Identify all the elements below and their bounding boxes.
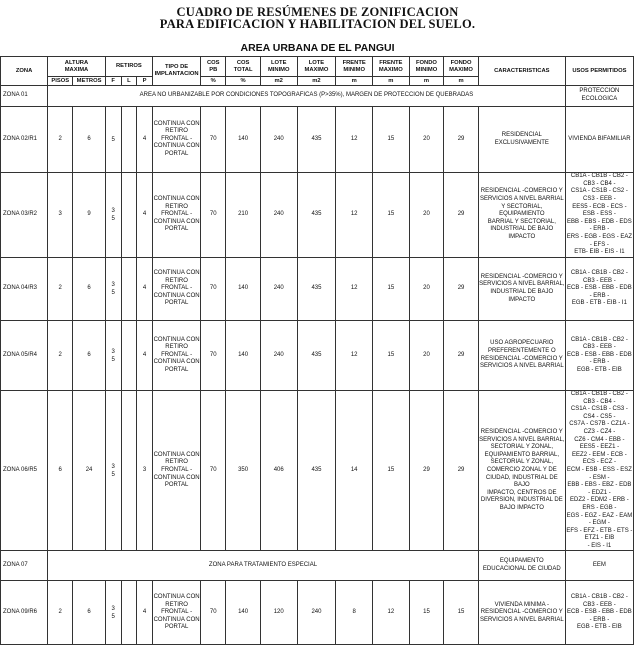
lote-max-cell: 435 bbox=[297, 107, 336, 173]
usos-cell: CB1A - CB1B - CB2 - CB3 - CB4 - CS1A - CS1B - CS2 - CS3 - EEB - EES5 - ECB - ECS - ESB - ESS - EBB - EBS - EDB - EDS - ERB - ERS - EGB - EGS - EAZ - EFS - ETB- EIB - EIS - I1 bbox=[565, 173, 633, 258]
header-zona: ZONA bbox=[1, 57, 48, 86]
table-row bbox=[1, 258, 634, 321]
cos-pb-cell: 70 bbox=[201, 107, 226, 173]
frente-max-cell: 15 bbox=[373, 321, 410, 391]
area-title: AREA URBANA DE EL PANGUI bbox=[240, 42, 395, 54]
retiro-l-cell bbox=[121, 391, 137, 551]
pisos-cell: 2 bbox=[48, 258, 73, 321]
fondo-min-cell: 20 bbox=[409, 173, 444, 258]
header-l: L bbox=[121, 77, 137, 86]
header-f: F bbox=[105, 77, 121, 86]
unit-fondo-max: m bbox=[444, 77, 479, 86]
retiro-p-cell: 3 bbox=[137, 391, 153, 551]
header-frente-max: FRENTE MAXIMO bbox=[373, 57, 410, 77]
retiro-p-cell: 4 bbox=[137, 107, 153, 173]
zona-cell: ZONA 04/R3 bbox=[1, 258, 48, 321]
retiro-p-cell: 4 bbox=[137, 173, 153, 258]
pisos-cell: 2 bbox=[48, 107, 73, 173]
unit-cos-pb: % bbox=[201, 77, 226, 86]
table-row bbox=[1, 86, 634, 107]
document-subtitle: PARA EDIFICACION Y HABILITACION DEL SUELO. bbox=[159, 17, 476, 31]
caracteristicas-cell: RESIDENCIAL -COMERCIO Y SERVICIOS A NIVEL BARRIAL Y SECTORIAL, EQUIPAMIENTO BARRIAL Y SECTORIAL, INDUSTRIAL DE BAJO IMPACTO bbox=[478, 173, 565, 258]
frente-max-cell: 15 bbox=[373, 173, 410, 258]
lote-max-cell: 435 bbox=[297, 173, 336, 258]
table-row bbox=[1, 581, 634, 645]
zona-cell: ZONA 09/R6 bbox=[1, 581, 48, 645]
unit-frente-min: m bbox=[336, 77, 373, 86]
header-cos-pb: COS PB bbox=[201, 57, 226, 77]
lote-max-cell: 240 bbox=[297, 581, 336, 645]
frente-min-cell: 12 bbox=[336, 258, 373, 321]
usos-cell: CB1A - CB1B - CB2 - CB3 - EEB - ECB - ESB - EBB - EDB - ERB - EGB - ETB - EIB bbox=[565, 321, 633, 391]
pisos-cell: 2 bbox=[48, 321, 73, 391]
fondo-max-cell: 29 bbox=[444, 107, 479, 173]
usos-cell: PROTECCION ECOLOGICA bbox=[565, 86, 633, 107]
metros-cell: 9 bbox=[73, 173, 106, 258]
frente-max-cell: 15 bbox=[373, 391, 410, 551]
pisos-cell: 6 bbox=[48, 391, 73, 551]
unit-lote-max: m2 bbox=[297, 77, 336, 86]
zona-cell: ZONA 01 bbox=[1, 86, 48, 107]
usos-cell: VIVIENDA BIFAMILIAR bbox=[565, 107, 633, 173]
zona-cell: ZONA 07 bbox=[1, 551, 48, 581]
retiro-l-cell bbox=[121, 581, 137, 645]
cos-total-cell: 140 bbox=[226, 581, 261, 645]
unit-cos-total: % bbox=[226, 77, 261, 86]
zoning-table bbox=[0, 56, 634, 645]
metros-cell: 24 bbox=[73, 391, 106, 551]
zona-description: ZONA PARA TRATAMIENTO ESPECIAL bbox=[48, 551, 479, 581]
metros-cell: 6 bbox=[73, 581, 106, 645]
usos-cell: CB1A - CB1B - CB2 - CB3 - EEB - ECB - ESB - EBB - EDB - ERB - EGB - ETB - EIB - I1 bbox=[565, 258, 633, 321]
retiro-l-cell bbox=[121, 258, 137, 321]
header-retiros: RETIROS bbox=[105, 57, 152, 77]
usos-cell: EEM bbox=[565, 551, 633, 581]
retiro-f-cell: 3 5 bbox=[105, 173, 121, 258]
lote-max-cell: 435 bbox=[297, 258, 336, 321]
cos-pb-cell: 70 bbox=[201, 258, 226, 321]
retiro-f-cell: 3 5 bbox=[105, 391, 121, 551]
tipo-cell: CONTINUA CON RETIRO FRONTAL - CONTINUA CON PORTAL bbox=[152, 258, 200, 321]
header-lote-min: LOTE MINIMO bbox=[260, 57, 297, 77]
cos-pb-cell: 70 bbox=[201, 321, 226, 391]
caracteristicas-cell: EQUIPAMENTO EDUCACIONAL DE CIUDAD bbox=[478, 551, 565, 581]
cos-pb-cell: 70 bbox=[201, 391, 226, 551]
retiro-l-cell bbox=[121, 107, 137, 173]
document-title: CUADRO DE RESÚMENES DE ZONIFICACION bbox=[176, 5, 459, 19]
metros-cell: 6 bbox=[73, 258, 106, 321]
header-fondo-min: FONDO MINIMO bbox=[409, 57, 444, 77]
header-frente-min: FRENTE MINIMO bbox=[336, 57, 373, 77]
fondo-max-cell: 29 bbox=[444, 321, 479, 391]
retiro-f-cell: 3 5 bbox=[105, 258, 121, 321]
retiro-p-cell: 4 bbox=[137, 258, 153, 321]
tipo-cell: CONTINUA CON RETIRO FRONTAL - CONTINUA CON PORTAL bbox=[152, 107, 200, 173]
lote-min-cell: 120 bbox=[260, 581, 297, 645]
fondo-min-cell: 20 bbox=[409, 258, 444, 321]
frente-max-cell: 15 bbox=[373, 258, 410, 321]
lote-max-cell: 435 bbox=[297, 321, 336, 391]
unit-fondo-min: m bbox=[409, 77, 444, 86]
fondo-max-cell: 29 bbox=[444, 391, 479, 551]
retiro-f-cell: 3 5 bbox=[105, 581, 121, 645]
frente-max-cell: 15 bbox=[373, 107, 410, 173]
header-fondo-max: FONDO MAXIMO bbox=[444, 57, 479, 77]
tipo-cell: CONTINUA CON RETIRO FRONTAL - CONTINUA CON PORTAL bbox=[152, 173, 200, 258]
caracteristicas-cell: RESIDENCIAL EXCLUSIVAMENTE bbox=[478, 107, 565, 173]
metros-cell: 6 bbox=[73, 321, 106, 391]
cos-pb-cell: 70 bbox=[201, 581, 226, 645]
frente-min-cell: 14 bbox=[336, 391, 373, 551]
header-lote-max: LOTE MAXIMO bbox=[297, 57, 336, 77]
unit-frente-max: m bbox=[373, 77, 410, 86]
retiro-p-cell: 4 bbox=[137, 581, 153, 645]
retiro-f-cell: 5 bbox=[105, 107, 121, 173]
fondo-min-cell: 20 bbox=[409, 107, 444, 173]
caracteristicas-cell: RESIDENCIAL -COMERCIO Y SERVICIOS A NIVEL BARRIAL, SECTORIAL Y ZONAL, EQUIPAMIENTO BARRIAL, SECTORIAL Y ZONAL, COMERCIO ZONAL Y DE CIUDAD, INDUSTRIAL DE BAJO IMPACTO, CENTROS DE DIVERSION, INDUSTRIAL DE BAJO IMPACTO bbox=[478, 391, 565, 551]
pisos-cell: 3 bbox=[48, 173, 73, 258]
header-cos-total: COS TOTAL bbox=[226, 57, 261, 77]
header-p: P bbox=[137, 77, 153, 86]
tipo-cell: CONTINUA CON RETIRO FRONTAL - CONTINUA CON PORTAL bbox=[152, 321, 200, 391]
table-row bbox=[1, 391, 634, 551]
fondo-min-cell: 20 bbox=[409, 321, 444, 391]
pisos-cell: 2 bbox=[48, 581, 73, 645]
lote-min-cell: 240 bbox=[260, 173, 297, 258]
table-row bbox=[1, 321, 634, 391]
zona-cell: ZONA 02/R1 bbox=[1, 107, 48, 173]
retiro-l-cell bbox=[121, 173, 137, 258]
zona-cell: ZONA 05/R4 bbox=[1, 321, 48, 391]
cos-total-cell: 140 bbox=[226, 258, 261, 321]
lote-min-cell: 240 bbox=[260, 107, 297, 173]
caracteristicas-cell: RESIDENCIAL -COMERCIO Y SERVICIOS A NIVEL BARRIAL, INDUSTRIAL DE BAJO IMPACTO bbox=[478, 258, 565, 321]
retiro-l-cell bbox=[121, 321, 137, 391]
header-tipo: TIPO DE IMPLANTACION bbox=[152, 57, 200, 86]
frente-min-cell: 8 bbox=[336, 581, 373, 645]
table-row bbox=[1, 551, 634, 581]
usos-cell: CB1A - CB1B - CB2 - CB3 - CB4 - CS1A - CS1B - CS3 - CS4 - CS5 - CS7A - CS7B - CZ1A - CZ3 - CZ4 - CZ6 - CM4 - EBB - EES5 - EEZ1 - EEZ2 - EEM - ECB - ECS - ECZ - ECM - ESB - ESS - ESZ - ESM - EBB - EBS - EBZ - EDB - EDZ1 - EDZ2 - EDM2 - ERB - ERS - EGB - EGS - EGZ - EAZ - EAM - EGM - EFS - EFZ - ETB - ETS - ETZ1 - EIB - EIS - I1 bbox=[565, 391, 633, 551]
header-altura: ALTURA MAXIMA bbox=[48, 57, 106, 77]
frente-max-cell: 12 bbox=[373, 581, 410, 645]
fondo-min-cell: 15 bbox=[409, 581, 444, 645]
cos-total-cell: 350 bbox=[226, 391, 261, 551]
cos-total-cell: 140 bbox=[226, 107, 261, 173]
fondo-min-cell: 29 bbox=[409, 391, 444, 551]
fondo-max-cell: 29 bbox=[444, 173, 479, 258]
zona-cell: ZONA 06/R5 bbox=[1, 391, 48, 551]
frente-min-cell: 12 bbox=[336, 173, 373, 258]
zona-cell: ZONA 03/R2 bbox=[1, 173, 48, 258]
cos-total-cell: 210 bbox=[226, 173, 261, 258]
table-row bbox=[1, 107, 634, 173]
header-caracteristicas: CARACTERISTICAS bbox=[478, 57, 565, 86]
header-metros: METROS bbox=[73, 77, 106, 86]
unit-lote-min: m2 bbox=[260, 77, 297, 86]
header-usos: USOS PERMITIDOS bbox=[565, 57, 633, 86]
tipo-cell: CONTINUA CON RETIRO FRONTAL - CONTINUA CON PORTAL bbox=[152, 391, 200, 551]
frente-min-cell: 12 bbox=[336, 107, 373, 173]
usos-cell: CB1A - CB1B - CB2 - CB3 - EEB - ECB - ESB - EBB - EDB - ERB - EGB - ETB - EIB bbox=[565, 581, 633, 645]
cos-total-cell: 140 bbox=[226, 321, 261, 391]
frente-min-cell: 12 bbox=[336, 321, 373, 391]
retiro-f-cell: 3 5 bbox=[105, 321, 121, 391]
retiro-p-cell: 4 bbox=[137, 321, 153, 391]
lote-min-cell: 240 bbox=[260, 321, 297, 391]
caracteristicas-cell: VIVIENDA MINIMA - RESIDENCIAL -COMERCIO Y SERVICIOS A NIVEL BARRIAL bbox=[478, 581, 565, 645]
metros-cell: 6 bbox=[73, 107, 106, 173]
table-row bbox=[1, 173, 634, 258]
header-pisos: PISOS bbox=[48, 77, 73, 86]
lote-min-cell: 240 bbox=[260, 258, 297, 321]
tipo-cell: CONTINUA CON RETIRO FRONTAL - CONTINUA CON PORTAL bbox=[152, 581, 200, 645]
zona-description: AREA NO URBANIZABLE POR CONDICIONES TOPOGRAFICAS (P>35%), MARGEN DE PROTECCION DE QUEBRADAS bbox=[48, 86, 566, 107]
cos-pb-cell: 70 bbox=[201, 173, 226, 258]
caracteristicas-cell: USO AGROPECUARIO PREFERENTEMENTE O RESIDENCIAL -COMERCIO Y SERVICIOS A NIVEL BARRIAL bbox=[478, 321, 565, 391]
fondo-max-cell: 15 bbox=[444, 581, 479, 645]
lote-min-cell: 406 bbox=[260, 391, 297, 551]
lote-max-cell: 435 bbox=[297, 391, 336, 551]
fondo-max-cell: 29 bbox=[444, 258, 479, 321]
